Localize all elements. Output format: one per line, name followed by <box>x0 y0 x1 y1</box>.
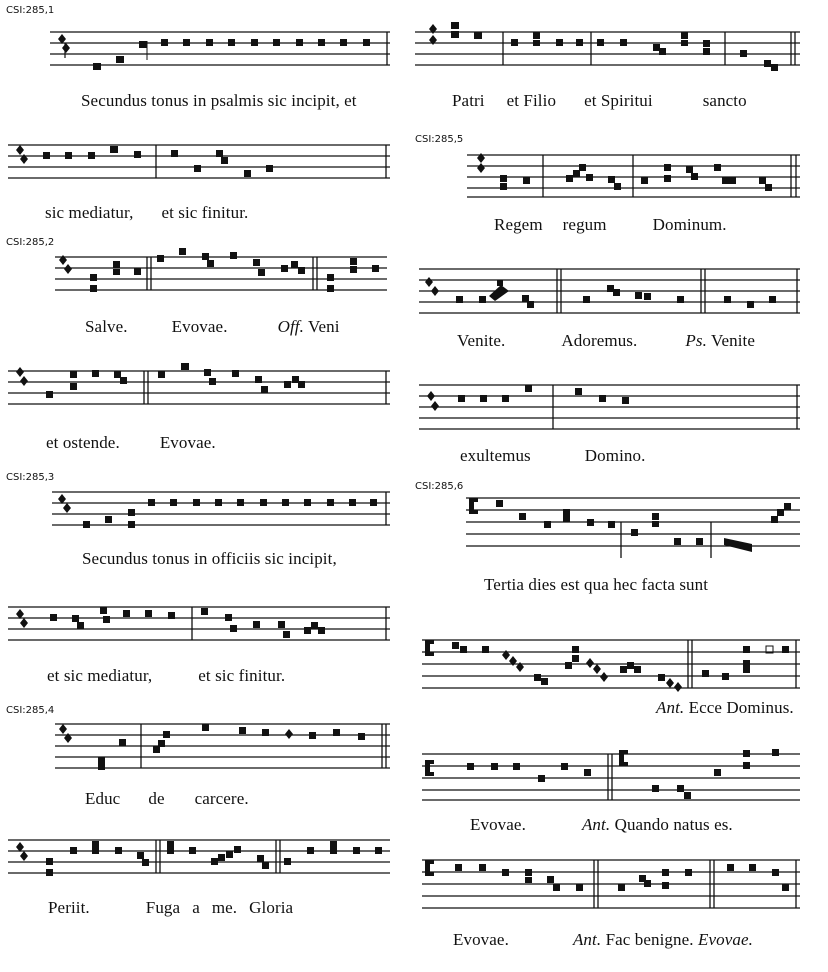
lyric-r6: Ant. Ecce Dominus. <box>656 698 794 717</box>
lyric-l1: Secundus tonus in psalmis sic incipit, et <box>81 91 357 110</box>
staff-r2-notation <box>467 153 800 197</box>
staff-r6-notation <box>422 638 800 698</box>
staff-r3-notation <box>419 267 800 317</box>
staff-l7 <box>55 722 390 762</box>
lyric-r3: Venite. Adoremus. Ps. Venite <box>457 331 756 350</box>
staff-r5 <box>466 496 800 536</box>
lyric-l2: sic mediatur, et sic finitur. <box>45 203 249 222</box>
lyric-l5: Secundus tonus in officiis sic incipit, <box>82 549 337 568</box>
staff-r4 <box>419 383 800 423</box>
staff-l1-notation <box>50 30 390 74</box>
staff-l4-notation <box>8 369 390 413</box>
lyric-r4: exultemus Domino. <box>460 446 646 465</box>
lyric-l4: et ostende. Evovae. <box>46 433 216 452</box>
lyric-l6: et sic mediatur, et sic finitur. <box>47 666 286 685</box>
staff-r6 <box>422 638 800 678</box>
staff-l6-notation <box>8 605 390 649</box>
staff-r1 <box>415 30 800 70</box>
staff-r5-notation <box>466 496 800 560</box>
staff-r1-notation <box>415 30 800 80</box>
score-tag-1: CSI:285,1 <box>6 5 55 16</box>
staff-r4-notation <box>419 383 800 433</box>
staff-l8-notation <box>8 838 390 882</box>
lyric-r2: Regem regum Dominum. <box>494 215 727 234</box>
staff-l2 <box>8 143 390 183</box>
lyric-r8: Evovae. Ant. Fac benigne. Evovae. <box>453 930 753 949</box>
staff-l7-notation <box>55 722 390 772</box>
staff-r7 <box>422 752 800 792</box>
lyric-r7: Evovae. Ant. Quando natus es. <box>470 815 733 834</box>
staff-l5-notation <box>52 490 390 534</box>
staff-r2 <box>467 153 800 193</box>
staff-r8 <box>422 858 800 898</box>
staff-r8-notation <box>422 858 800 918</box>
staff-l3-notation <box>55 255 387 299</box>
staff-l5 <box>52 490 390 530</box>
score-tag-5: CSI:285,5 <box>415 134 464 145</box>
staff-l2-notation <box>8 143 390 187</box>
staff-r7-notation <box>422 752 800 802</box>
score-tag-2: CSI:285,2 <box>6 237 55 248</box>
lyric-l3: Salve. Evovae. Off. Veni <box>85 317 340 336</box>
staff-l4 <box>8 369 390 409</box>
score-tag-3: CSI:285,3 <box>6 472 55 483</box>
staff-l3 <box>55 255 387 295</box>
score-tag-4: CSI:285,4 <box>6 705 55 716</box>
lyric-l7: Educ de carcere. <box>85 789 249 808</box>
staff-l8 <box>8 838 390 878</box>
lyric-r5: Tertia dies est qua hec facta sunt <box>484 575 709 594</box>
staff-l1 <box>50 30 390 70</box>
lyric-l8: Periit. Fuga a me. Gloria <box>48 898 294 917</box>
staff-l6 <box>8 605 390 645</box>
staff-r3 <box>419 267 800 307</box>
score-tag-6: CSI:285,6 <box>415 481 464 492</box>
lyric-r1: Patri et Filio et Spiritui sancto <box>452 91 747 110</box>
